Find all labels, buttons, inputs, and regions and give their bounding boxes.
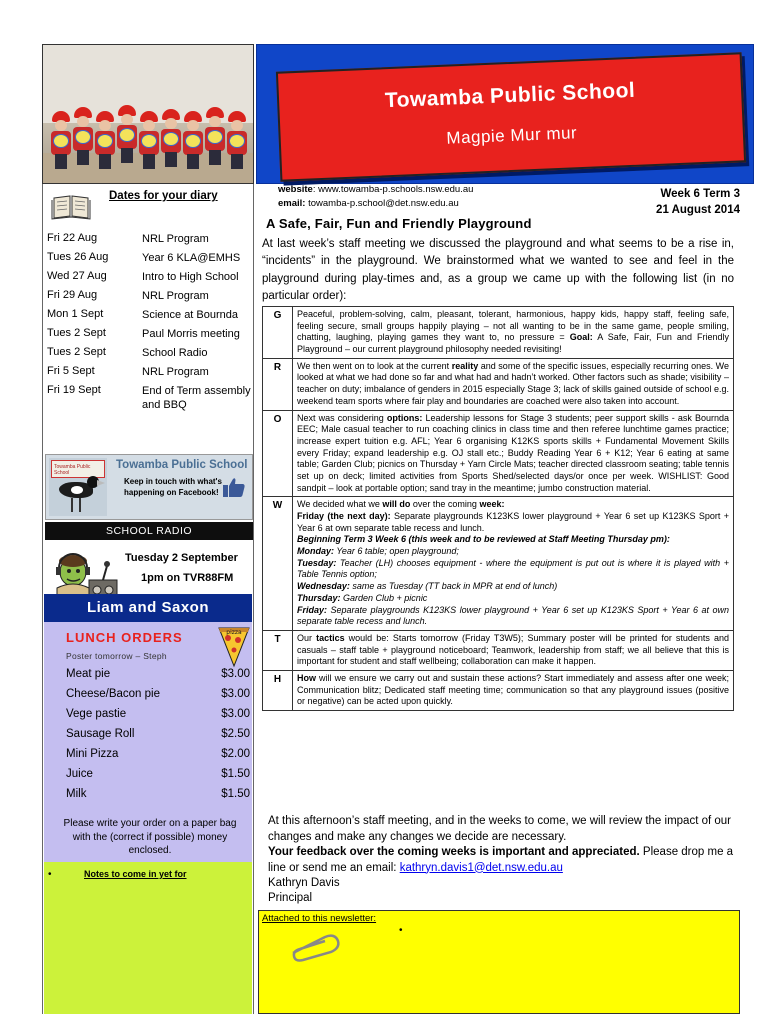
diary-row xyxy=(47,327,251,346)
row-text: We then went on to look at the current reality and some of the specific issues, especially recurring ones. We looked at what we had done so far and what had and hadn’t worked. Other factors such as shade; visibility – teacher on duty; imbalance of genders in 2015 especially Stage 3; lack of skills gained outside of school e.g. weekend team sports where fair play and boundaries are coached were also taken into account. xyxy=(293,358,734,410)
menu-item-price: $3.00 xyxy=(221,688,250,700)
lunch-notes-link[interactable]: Notes to come in yet for xyxy=(84,869,187,879)
diary-date: Mon 1 Sept xyxy=(47,308,104,320)
row-text: Peaceful, problem-solving, calm, pleasant, tolerant, harmonious, happy kids, happy staff, feeling safe, feeling secure, small groups happily playing – not all wanting to be in the same game, people smiling, chatting, laughing, playing games they want to, no pressure = Goal: A Safe, Fair, Fun and Friendly Playground – our current playground philosophy needed revisiting! xyxy=(293,307,734,359)
diary-date: Fri 5 Sept xyxy=(47,365,95,377)
table-row xyxy=(263,307,734,359)
newsletter-name: Magpie Mur mur xyxy=(446,123,578,148)
menu-item-name: Juice xyxy=(66,768,93,780)
menu-item-name: Mini Pizza xyxy=(66,748,119,760)
radio-heading: SCHOOL RADIO xyxy=(45,522,253,540)
menu-item xyxy=(66,788,250,800)
row-key: T xyxy=(263,630,293,670)
article-title: A Safe, Fair, Fun and Friendly Playground xyxy=(266,216,532,231)
grow-table xyxy=(262,306,734,711)
feedback-text: Your feedback over the coming weeks is important and appreciated. xyxy=(268,846,640,859)
school-name: Towamba Public School xyxy=(384,78,636,113)
diary-date: Tues 26 Aug xyxy=(47,251,109,263)
thumbs-up-icon[interactable] xyxy=(222,475,246,499)
menu-item-price: $2.50 xyxy=(221,728,250,740)
row-text: We decided what we will do over the coming week: Friday (the next day): Separate playgrounds K123KS lower playground + Year 6 set up K123KS Sport + Year 6 at own separate table recess and lunch. Beginning Term 3 Week 6 (this week and to be reviewed at Staff Meeting Thursday pm): Monday: Year 6 table; open playground; Tuesday: Teacher (LH) chooses equipment - where the equipment is put out is where it is played with + Table Tennis option; Wednesday: same as Tuesday (TT back in MPR at end of lunch) Thursday: Garden Club + picnic Friday: Separate playgrounds K123KS lower playground + Year 6 set up K123KS Sport + Year 6 at own separate table recess and lunch. xyxy=(293,497,734,631)
row-key: O xyxy=(263,410,293,497)
menu-item-name: Milk xyxy=(66,788,87,800)
diary-event: NRL Program xyxy=(142,290,209,302)
diary-event: Year 6 KLA@EMHS xyxy=(142,252,241,264)
menu-item-name: Meat pie xyxy=(66,668,111,680)
row-text: How will we ensure we carry out and sustain these actions? Start immediately and assess after one week; Communication blitz; Dedicated staff meeting time; communication so that any playground issues (positive or negative) can be acted upon quickly. xyxy=(293,670,734,710)
row-key: R xyxy=(263,358,293,410)
menu-item xyxy=(66,728,250,740)
menu-item xyxy=(66,668,250,680)
lunch-bullet: • xyxy=(48,869,52,880)
menu-item xyxy=(66,768,250,780)
menu-item-price: $3.00 xyxy=(221,708,250,720)
diary-event: NRL Program xyxy=(142,233,209,245)
closing-text: At this afternoon’s staff meeting, and in the weeks to come, we will review the impact of our changes and make any changes we decide are necessary. xyxy=(268,815,731,843)
lunch-title: LUNCH ORDERS xyxy=(66,630,183,645)
facebook-title: Towamba Public School xyxy=(116,459,248,471)
radio-presenters: Liam and Saxon xyxy=(44,594,252,622)
diary-date: Tues 2 Sept xyxy=(47,327,106,339)
website-label: website xyxy=(278,184,313,195)
diary-row xyxy=(47,346,251,365)
issue-info xyxy=(656,186,740,218)
diary-date: Fri 19 Sept xyxy=(47,384,101,396)
diary-row xyxy=(47,384,251,418)
menu-item xyxy=(66,688,250,700)
issue-date: 21 August 2014 xyxy=(656,204,740,217)
lunch-notes-panel xyxy=(44,862,252,1014)
pizza-icon xyxy=(216,624,252,668)
diary-row xyxy=(47,232,251,251)
table-row xyxy=(263,358,734,410)
row-text: Our tactics would be: Starts tomorrow (Friday T3W5); Summary poster will be printed for students and casuals – staff table + playground noticeboard; Teamwork, leadership from staff; we all believe that this is important for student and staff wellbeing; collaboration can make it happen. xyxy=(293,630,734,670)
diary-row xyxy=(47,289,251,308)
diary-event: NRL Program xyxy=(142,366,209,378)
menu-item-name: Vege pastie xyxy=(66,708,127,720)
pizza-label: pizza xyxy=(226,629,242,636)
email-line xyxy=(278,198,459,209)
radio-time: 1pm on TVR88FM xyxy=(141,572,234,584)
menu-item-price: $1.50 xyxy=(221,788,250,800)
table-row xyxy=(263,670,734,710)
radio-date: Tuesday 2 September xyxy=(125,552,238,564)
menu-item-price: $3.00 xyxy=(221,668,250,680)
book-icon xyxy=(51,192,91,220)
logo-cover-text: Towamba Public School xyxy=(54,464,91,476)
diary-row xyxy=(47,365,251,384)
menu-item-name: Sausage Roll xyxy=(66,728,135,740)
attachments-label: Attached to this newsletter: xyxy=(262,913,377,924)
facebook-promo[interactable] xyxy=(45,454,253,520)
table-row xyxy=(263,410,734,497)
row-key: H xyxy=(263,670,293,710)
masthead-banner xyxy=(276,52,746,181)
diary-event: Intro to High School xyxy=(142,271,239,283)
diary-row xyxy=(47,251,251,270)
table-row xyxy=(263,497,734,631)
closing-paragraph xyxy=(268,814,738,892)
principal-title: Principal xyxy=(268,892,313,904)
row-text: Next was considering options: Leadership lessons for Stage 3 students; peer support skills - ask Bournda EEC; Male casual teacher to run coaching clinics in class time and then referee lunchtime games practice; increase expert tuition e.g. AFL; Year 6 organising K12KS sports skills + Fundamental Movement Skills every Friday; expand leadership e.g. OJ stall etc.; Buddy Reading Year 6 + K12; Year 6 eating at same table; Garden Club; picnics on Thursday + Yarn Circle Mats; teacher directed classroom seating; table tennis set up on deck; limited activities from Sports Shed/selected days/or once per week. WISHLIST: Good sandpit – look at portable option; sand tray in the meantime; jumbo construction material. xyxy=(293,410,734,497)
diary-date: Tues 2 Sept xyxy=(47,346,106,358)
school-photo xyxy=(42,44,254,184)
menu-item-price: $1.50 xyxy=(221,768,250,780)
menu-item-price: $2.00 xyxy=(221,748,250,760)
diary-event: End of Term assembly and BBQ xyxy=(142,385,251,412)
facebook-text: Keep in touch with what's happening on Facebook! xyxy=(124,477,222,497)
menu-item xyxy=(66,748,250,760)
diary-table xyxy=(47,232,251,418)
diary-date: Fri 22 Aug xyxy=(47,232,98,244)
diary-event: Science at Bournda xyxy=(142,309,239,321)
attachments-box xyxy=(258,910,740,1014)
row-key: G xyxy=(263,307,293,359)
website-line: website: www.towamba-p.schools.nsw.edu.au xyxy=(278,184,474,195)
diary-header xyxy=(43,184,253,224)
lunch-instructions: Please write your order on a paper bag with the (correct if possible) money enclosed. xyxy=(63,818,237,856)
diary-title: Dates for your diary xyxy=(109,190,218,202)
table-row xyxy=(263,630,734,670)
school-email[interactable]: towamba-p.school@det.nsw.edu.au xyxy=(308,198,459,209)
contact-text: Please drop me a line or send me an email: xyxy=(268,846,734,874)
row-key: W xyxy=(263,497,293,631)
diary-event: School Radio xyxy=(142,347,208,359)
menu-item-name: Cheese/Bacon pie xyxy=(66,688,160,700)
magpie-logo xyxy=(49,458,107,516)
menu-item xyxy=(66,708,250,720)
term-week: Week 6 Term 3 xyxy=(660,188,740,200)
website-url[interactable]: www.towamba-p.schools.nsw.edu.au xyxy=(318,184,474,195)
article-intro: At last week’s staff meeting we discussed the playground and what seems to be a rise in, “incidents” in the playground. We brainstormed what we wanted to see and feel in the playground during play-times and, as a group we came up with the following list (in no particular order): xyxy=(262,238,734,302)
diary-row xyxy=(47,308,251,327)
diary-row xyxy=(47,270,251,289)
diary-event: Paul Morris meeting xyxy=(142,328,240,340)
diary-date: Wed 27 Aug xyxy=(47,270,107,282)
diary-date: Fri 29 Aug xyxy=(47,289,98,301)
email-label: email: xyxy=(278,198,306,209)
lunch-poster: Poster tomorrow – Steph xyxy=(66,651,167,661)
paperclip-icon xyxy=(285,931,345,963)
attachments-bullet: • xyxy=(399,925,403,936)
signature: Kathryn Davis xyxy=(268,877,340,890)
principal-email-link[interactable]: kathryn.davis1@det.nsw.edu.au xyxy=(399,861,563,874)
